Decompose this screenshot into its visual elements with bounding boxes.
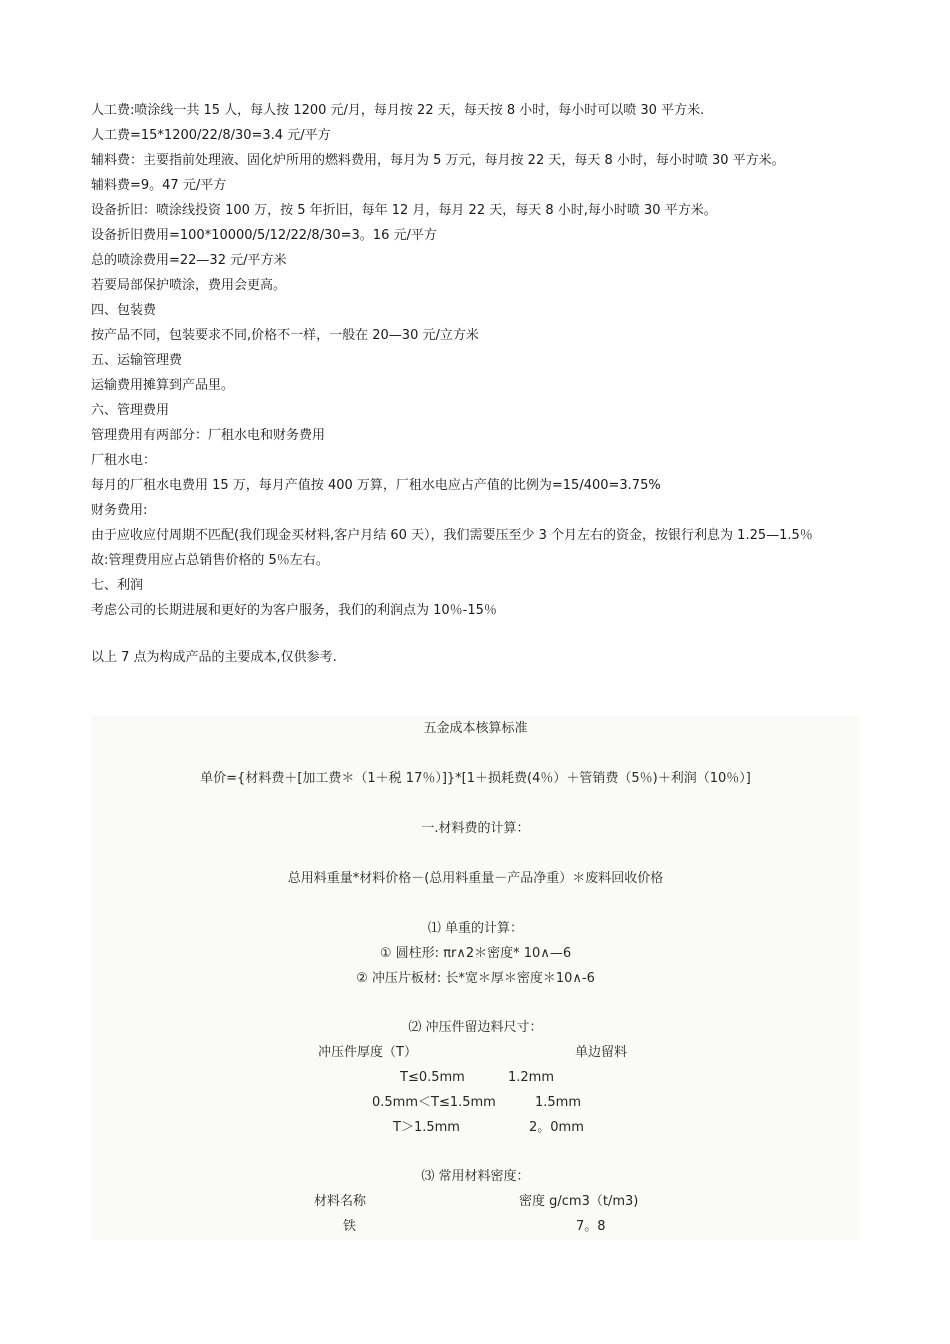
box-title: 五金成本核算标准 xyxy=(423,721,528,736)
margin-header-allowance: 单边留料 xyxy=(575,1045,628,1060)
paragraph-profit: 考虑公司的长期进展和更好的为客户服务，我们的利润点为 10％-15％ xyxy=(91,603,497,618)
hardware-cost-standard-box xyxy=(91,716,860,1240)
sheet-formula: ② 冲压片板材: 长*宽＊厚＊密度＊10∧-6 xyxy=(356,971,595,986)
heading-rent-utilities: 厂租水电： xyxy=(91,453,157,468)
margin-title: ⑵ 冲压件留边料尺寸： xyxy=(408,1020,543,1035)
paragraph-transport: 运输费用摊算到产品里。 xyxy=(91,378,235,393)
paragraph-management: 管理费用有两部分：厂租水电和财务费用 xyxy=(91,428,326,443)
margin-row-thickness: T＞1.5mm xyxy=(393,1120,460,1135)
paragraph-total-spray-cost: 总的喷涂费用=22—32 元/平方米 xyxy=(91,253,287,268)
margin-header-thickness: 冲压件厚度（T） xyxy=(318,1045,417,1060)
paragraph-depreciation-formula: 设备折旧费用=100*10000/5/12/22/8/30=3。16 元/平方 xyxy=(91,228,437,243)
paragraph-packaging: 按产品不同，包装要求不同,价格不一样，一般在 20—30 元/立方米 xyxy=(91,328,479,343)
paragraph-labor-cost: 人工费:喷涂线一共 15 人，每人按 1200 元/月，每月按 22 天，每天按 8 小时，每小时可以喷 30 平方米. xyxy=(91,103,705,118)
paragraph-finance-cost: 由于应收应付周期不匹配(我们现金买材料,客户月结 60 天），我们需要压至少 3 个月左右的资金，按银行利息为 1.25—1.5％ xyxy=(91,528,813,543)
density-row-value: 7。8 xyxy=(576,1219,606,1234)
heading-profit: 七、利润 xyxy=(91,578,144,593)
paragraph-labor-formula: 人工费=15*1200/22/8/30=3.4 元/平方 xyxy=(91,128,331,143)
cost-text-block xyxy=(91,98,861,670)
unit-price-formula: 单价={材料费＋[加工费＊（1＋税 17％）]}*[1＋损耗费(4％）＋管销费（5％)＋利润（10％）] xyxy=(200,771,751,786)
density-row-material: 铁 xyxy=(343,1219,357,1234)
paragraph-gap xyxy=(91,623,861,645)
density-header-density: 密度 g/cm3（t/m3) xyxy=(519,1194,639,1209)
paragraph-summary: 以上 7 点为构成产品的主要成本,仅供参考. xyxy=(91,650,337,665)
margin-row-allowance: 1.5mm xyxy=(535,1095,582,1110)
margin-row-allowance: 2。0mm xyxy=(529,1120,584,1135)
cylinder-formula: ① 圆柱形: πr∧2＊密度* 10∧—6 xyxy=(379,946,572,961)
margin-row-thickness: T≤0.5mm xyxy=(400,1070,465,1085)
paragraph-auxiliary-cost: 辅料费：主要指前处理液、固化炉所用的燃料费用，每月为 5 万元，每月按 22 天，每天 8 小时，每小时喷 30 平方米。 xyxy=(91,153,785,168)
margin-row-thickness: 0.5mm＜T≤1.5mm xyxy=(372,1095,496,1110)
heading-management: 六、管理费用 xyxy=(91,403,170,418)
paragraph-partial-protection: 若要局部保护喷涂，费用会更高。 xyxy=(91,278,287,293)
paragraph-rent-utilities: 每月的厂租水电费用 15 万，每月产值按 400 万算，厂租水电应占产值的比例为=15/400=3.75% xyxy=(91,478,661,493)
density-header-material: 材料名称 xyxy=(314,1194,367,1209)
heading-finance-cost: 财务费用: xyxy=(91,503,148,518)
section-material-cost: 一.材料费的计算： xyxy=(421,821,530,836)
margin-row-allowance: 1.2mm xyxy=(508,1070,555,1085)
heading-transport: 五、运输管理费 xyxy=(91,353,183,368)
paragraph-depreciation: 设备折旧：喷涂线投资 100 万，按 5 年折旧，每年 12 月，每月 22 天，每天 8 小时,每小时喷 30 平方米。 xyxy=(91,203,717,218)
material-cost-formula: 总用料重量*材料价格－(总用料重量－产品净重）＊废料回收价格 xyxy=(287,871,664,886)
paragraph-management-share: 故:管理费用应占总销售价格的 5％左右。 xyxy=(91,553,329,568)
density-title: ⑶ 常用材料密度： xyxy=(421,1169,530,1184)
unit-weight-title: ⑴ 单重的计算： xyxy=(427,921,524,936)
heading-packaging: 四、包装费 xyxy=(91,303,157,318)
paragraph-auxiliary-formula: 辅料费=9。47 元/平方 xyxy=(91,178,227,193)
